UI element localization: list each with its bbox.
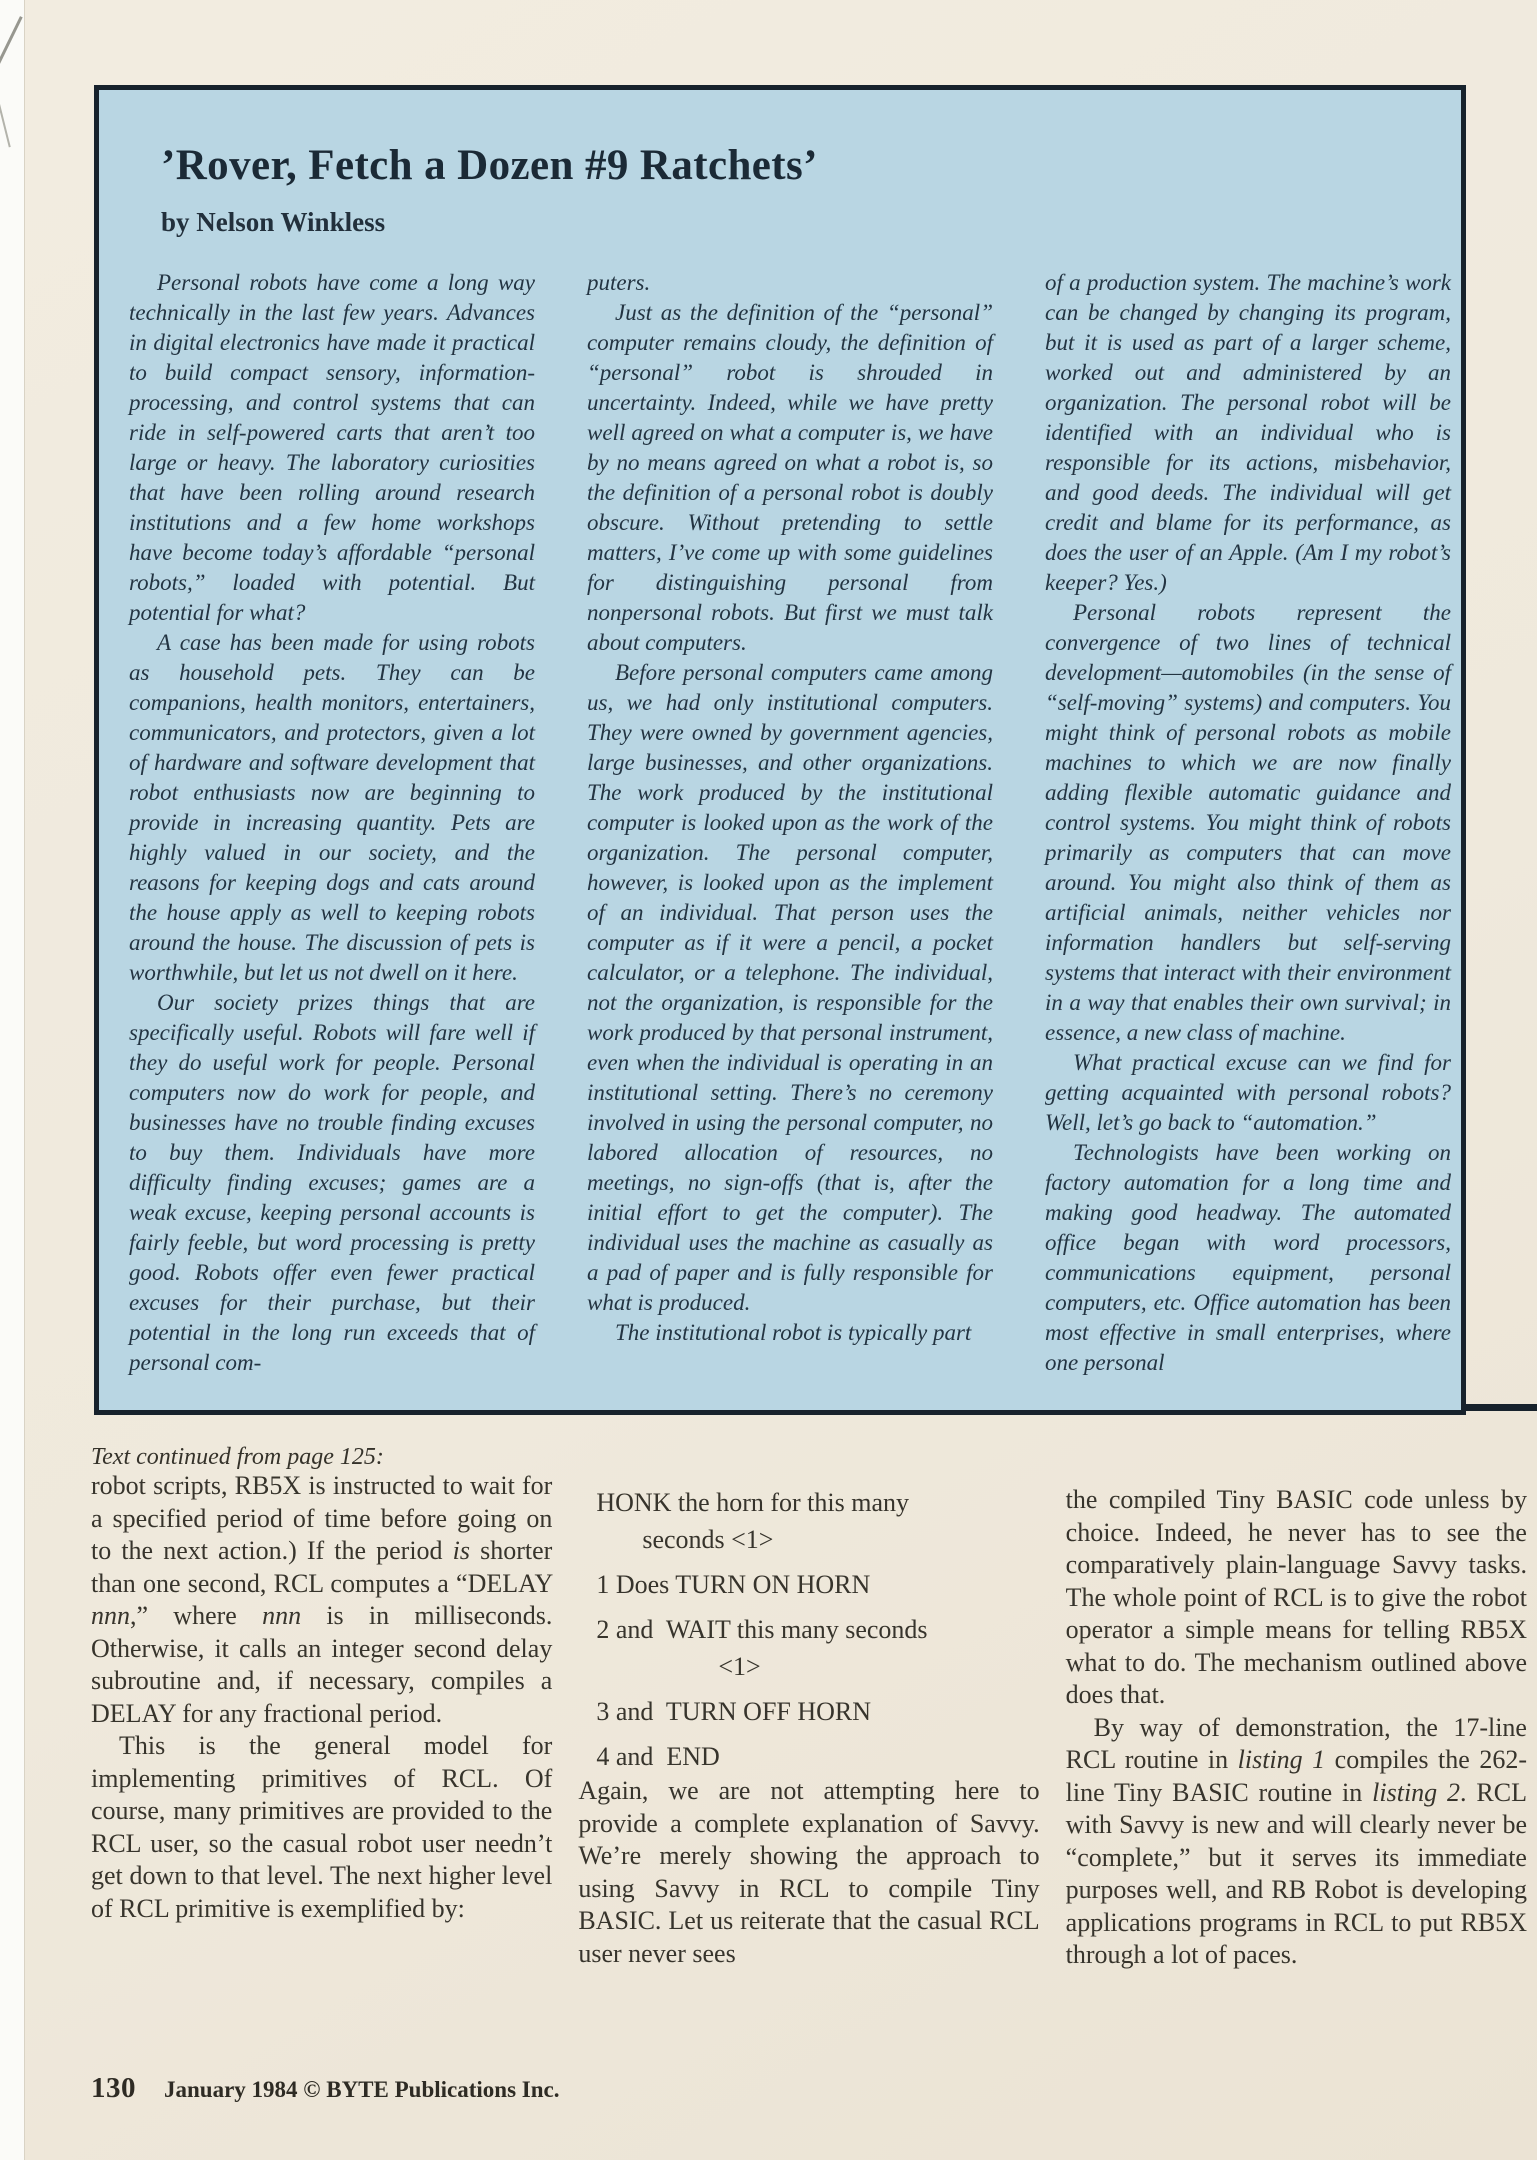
listing-line: 3 and TURN OFF HORN (596, 1697, 872, 1726)
article-paragraph: Before personal computers came among us, we had only institutional computers. They were owned by government agencies, large businesses, and other organizations. The work produced by the institutional computer is looked upon as the work of the organization. The personal computer, however, is looked upon as the implement of an individual. That person uses the computer as if it were a pencil, a pocket calculator, or a telephone. The individual, not the organization, is responsible for the work produced by that personal instrument, even when the individual is operating in an institutional setting. There’s no ceremony involved in using the personal computer, no labored allocation of resources, no meetings, no sign-offs (that is, after the initial effort to get the computer). The individual uses the machine as casually as a pad of paper and is fully responsible for what is produced. (587, 660, 993, 1316)
publication-credit: January 1984 © BYTE Publications Inc. (164, 2077, 560, 2102)
body-paragraph: By way of demonstration, the 17-line RCL routine in listing 1 compiles the 262-line Tiny BASIC routine in listing 2. RCL with Savvy is new and will clearly never be “complete,” but it serves its immediate purposes well, and RB Robot is developing applications programs in RCL to put RB5X through a lot of paces. (1065, 1712, 1527, 1969)
listing-line: 1 Does TURN ON HORN (596, 1570, 871, 1599)
continuation-column-1 (91, 1445, 552, 1972)
body-paragraph: This is the general model for implementing primitives of RCL. Of course, many primitives are provided to the RCL user, so the casual robot user needn’t get down to that level. The next higher level of RCL primitive is exemplified by: (91, 1731, 553, 1923)
article-paragraph: The institutional robot is typically part (615, 1320, 972, 1346)
magazine-page (24, 0, 1537, 2160)
continuation-column-3 (1066, 1445, 1527, 1972)
box-bottom-rule (1466, 1404, 1537, 1411)
body-paragraph: robot scripts, RB5X is instructed to wait for a specified period of time before going on to the next action.) If the period is shorter than one second, RCL computes a “DELAY nnn,” where nnn is in milliseconds. Otherwise, it calls an integer second delay subroutine and, if necessary, compiles a DELAY for any fractional period. (91, 1471, 553, 1728)
article-columns (129, 268, 1451, 1378)
listing-line: <1> (718, 1652, 761, 1681)
article-paragraph: Personal robots have come a long way technically in the last few years. Advances in digital electronics have made it practical to build compact sensory, information-processing, and control systems that can ride in self-powered carts that aren’t too large or heavy. The laboratory curiosities that have been rolling around research institutions and a few home workshops have become today’s affordable “personal robots,” loaded with potential. But potential for what? (129, 270, 535, 626)
continued-from-note: Text continued from page 125: (91, 1444, 384, 1470)
article-column-2 (587, 268, 993, 1378)
continuation-text-right (1066, 1484, 1527, 1972)
listing-line: 2 and WAIT this many seconds (596, 1615, 928, 1644)
body-paragraph: Again, we are not attempting here to provide a complete explanation of Savvy. We’re merely showing the approach to using Savvy in RCL to compile Tiny BASIC. Let us reiterate that the casual RCL user never sees (578, 1776, 1040, 1968)
scanner-edge (0, 0, 24, 2160)
continuation-column-2 (578, 1445, 1039, 1972)
body-paragraph: the compiled Tiny BASIC code unless by choice. Indeed, he never has to see the comparatively plain-language Savvy tasks. The whole point of RCL is to give the robot operator a simple means for telling RB5X what to do. The mechanism outlined above does that. (1065, 1485, 1527, 1709)
article-paragraph: What practical excuse can we find for getting acquainted with personal robots? Well, let’s go back to “automation.” (1045, 1050, 1451, 1136)
article-paragraph: Our society prizes things that are specifically useful. Robots will fare well if they do useful work for people. Personal computers now do work for people, and businesses have no trouble finding excuses to buy them. Individuals have more difficulty finding excuses; games are a weak excuse, keeping personal accounts is fairly feeble, but word processing is pretty good. Robots offer even fewer practical excuses for their purchase, but their potential in the long run exceeds that of personal com- (129, 990, 535, 1376)
article-paragraph: A case has been made for using robots as household pets. They can be companions, health monitors, entertainers, communicators, and protectors, given a lot of hardware and software development that robot enthusiasts now are beginning to provide in increasing quantity. Pets are highly valued in our society, and the reasons for keeping dogs and cats around the house apply as well to keeping robots around the house. The discussion of pets is worthwhile, but let us not dwell on it here. (129, 630, 535, 986)
listing-line: 4 and END (596, 1742, 720, 1771)
article-column-3 (1045, 268, 1451, 1378)
continuation-section (91, 1445, 1527, 1972)
article-byline: by Nelson Winkless (161, 207, 386, 238)
listing-line: seconds <1> (642, 1525, 774, 1554)
listing-line: HONK the horn for this many (596, 1488, 910, 1517)
article-paragraph: Personal robots represent the convergence of two lines of technical development—automobiles (in the sense of “self-moving” systems) and computers. You might think of personal robots as mobile machines to which we are now finally adding flexible automatic guidance and control systems. You might think of robots primarily as computers that can move around. You might also think of them as artificial animals, neither vehicles nor information handlers but self-serving systems that interact with their environment in a way that enables their own survival; in essence, a new class of machine. (1045, 600, 1451, 1046)
feature-article-box (94, 85, 1466, 1415)
page-number: 130 (91, 2072, 136, 2104)
article-column-1 (129, 268, 535, 1378)
page-footer (91, 2072, 559, 2105)
article-paragraph: Technologists have been working on factory automation for a long time and making good headway. The automated office began with word processors, communications equipment, personal computers, etc. Office automation has been most effective in small enterprises, where one personal (1045, 1140, 1451, 1376)
article-title: ’Rover, Fetch a Dozen #9 Ratchets’ (161, 142, 818, 189)
rcl-listing (596, 1484, 1039, 1775)
article-paragraph: Just as the definition of the “personal” computer remains cloudy, the definition of “personal” robot is shrouded in uncertainty. Indeed, while we have pretty well agreed on what a computer is, we have by no means agreed on what a robot is, so the definition of a personal robot is doubly obscure. Without pretending to settle matters, I’ve come up with some guidelines for distinguishing personal from nonpersonal robots. But first we must talk about computers. (587, 300, 993, 656)
continuation-text-left (91, 1470, 552, 1925)
article-paragraph: puters. (587, 270, 651, 296)
article-paragraph: of a production system. The machine’s work can be changed by changing its program, but it is used as part of a larger scheme, worked out and administered by an organization. The personal robot will be identified with an individual who is responsible for its actions, misbehavior, and good deeds. The individual will get credit and blame for its performance, as does the user of an Apple. (Am I my robot’s keeper? Yes.) (1045, 270, 1451, 596)
